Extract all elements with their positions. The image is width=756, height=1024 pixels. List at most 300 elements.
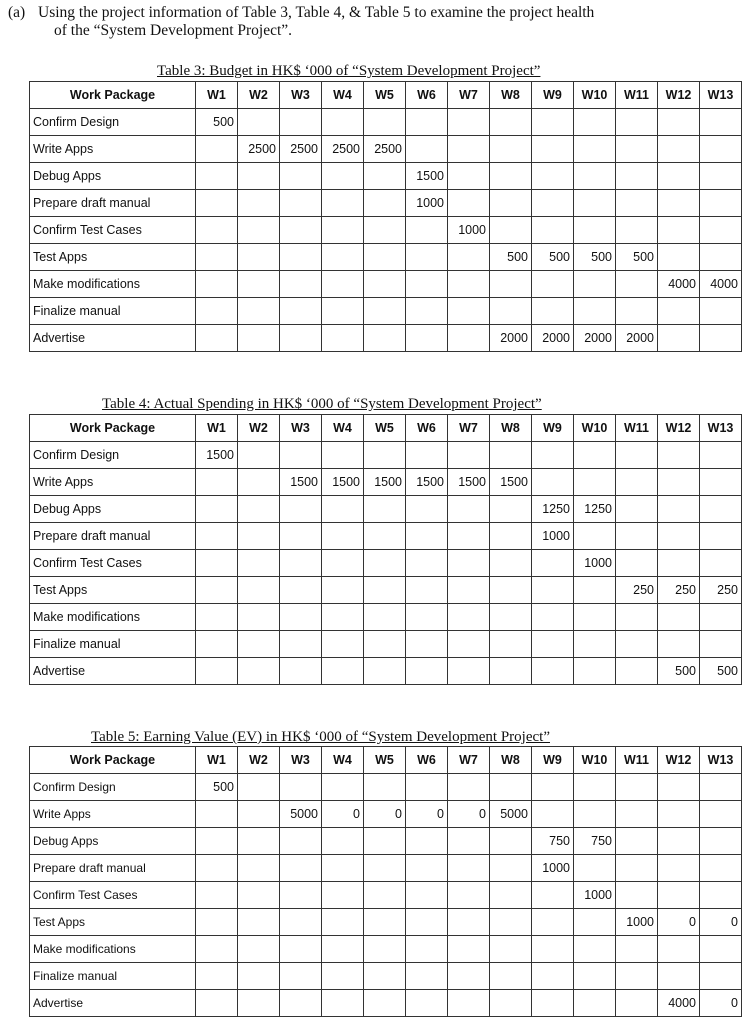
table-cell (574, 523, 616, 550)
table-cell (490, 577, 532, 604)
table-cell (574, 774, 616, 801)
table-cell (616, 550, 658, 577)
table-cell: 1500 (490, 469, 532, 496)
table-cell (280, 271, 322, 298)
table-cell (322, 109, 364, 136)
table-cell (490, 658, 532, 685)
table-cell (490, 936, 532, 963)
column-header-work-package: Work Package (30, 82, 196, 109)
column-header-week: W2 (238, 747, 280, 774)
table-cell (196, 604, 238, 631)
table-cell (658, 936, 700, 963)
table-cell (196, 577, 238, 604)
work-package-name: Advertise (30, 325, 196, 352)
table-cell (364, 963, 406, 990)
table-cell (490, 828, 532, 855)
table-cell (448, 109, 490, 136)
table-cell (532, 963, 574, 990)
table-cell (448, 325, 490, 352)
table-cell (490, 990, 532, 1017)
table-cell (322, 550, 364, 577)
table-cell (490, 604, 532, 631)
table-cell: 2500 (364, 136, 406, 163)
table-cell (574, 963, 616, 990)
table-cell (616, 496, 658, 523)
table-cell: 1000 (532, 523, 574, 550)
table-cell (700, 855, 742, 882)
table-5-earned-value (29, 746, 742, 1017)
table-cell (196, 325, 238, 352)
table-cell: 1000 (532, 855, 574, 882)
work-package-name: Prepare draft manual (30, 523, 196, 550)
table-cell (238, 658, 280, 685)
table-cell (448, 271, 490, 298)
header-row (30, 415, 742, 442)
table-cell (448, 990, 490, 1017)
table-cell (280, 828, 322, 855)
table-cell (196, 136, 238, 163)
table-cell (658, 190, 700, 217)
table-cell: 750 (574, 828, 616, 855)
table-cell (364, 882, 406, 909)
table-cell (616, 604, 658, 631)
question-line-2: of the “System Development Project”. (54, 22, 293, 39)
table-cell (574, 109, 616, 136)
table-cell (700, 774, 742, 801)
table-cell (280, 774, 322, 801)
table-cell: 5000 (280, 801, 322, 828)
column-header-week: W10 (574, 747, 616, 774)
table-cell (448, 774, 490, 801)
table-cell: 2500 (322, 136, 364, 163)
table-row (30, 963, 742, 990)
table-cell (280, 325, 322, 352)
work-package-name: Confirm Design (30, 109, 196, 136)
table-row (30, 604, 742, 631)
column-header-week: W3 (280, 82, 322, 109)
table-cell (532, 801, 574, 828)
table-cell (238, 909, 280, 936)
table-row (30, 990, 742, 1017)
table-cell (364, 325, 406, 352)
table-cell (364, 217, 406, 244)
table-cell (658, 523, 700, 550)
table-cell (406, 217, 448, 244)
table-cell: 1000 (574, 882, 616, 909)
table-cell (700, 963, 742, 990)
column-header-week: W2 (238, 82, 280, 109)
table-cell (280, 882, 322, 909)
table-cell (364, 774, 406, 801)
table-row (30, 136, 742, 163)
table-cell (616, 990, 658, 1017)
table-cell (406, 774, 448, 801)
table-cell (574, 298, 616, 325)
table-cell: 0 (448, 801, 490, 828)
table-cell (700, 936, 742, 963)
table-cell (616, 136, 658, 163)
table-cell (322, 217, 364, 244)
table-cell (322, 244, 364, 271)
table-cell (700, 190, 742, 217)
table-cell: 4000 (658, 990, 700, 1017)
table-cell: 5000 (490, 801, 532, 828)
column-header-week: W6 (406, 82, 448, 109)
work-package-name: Confirm Test Cases (30, 217, 196, 244)
table-cell (406, 577, 448, 604)
table-cell (490, 271, 532, 298)
table-row (30, 828, 742, 855)
table-cell (406, 442, 448, 469)
table-cell (616, 658, 658, 685)
table-cell (490, 523, 532, 550)
table-cell (490, 631, 532, 658)
table-cell (364, 631, 406, 658)
table-cell (574, 442, 616, 469)
table-row (30, 109, 742, 136)
table-cell (238, 936, 280, 963)
table-cell (616, 190, 658, 217)
table-cell (322, 577, 364, 604)
table-cell (616, 271, 658, 298)
table-cell (406, 496, 448, 523)
table-cell (322, 298, 364, 325)
table-cell (448, 136, 490, 163)
table-cell (280, 298, 322, 325)
table-cell (196, 990, 238, 1017)
column-header-week: W1 (196, 747, 238, 774)
table-cell (196, 217, 238, 244)
work-package-name: Write Apps (30, 801, 196, 828)
table-cell (532, 577, 574, 604)
table-cell (490, 163, 532, 190)
table-cell (658, 217, 700, 244)
table-cell (322, 658, 364, 685)
table-cell (238, 855, 280, 882)
table-cell (574, 855, 616, 882)
table-cell: 500 (616, 244, 658, 271)
table-cell (490, 963, 532, 990)
table-cell (448, 523, 490, 550)
table-cell (322, 990, 364, 1017)
table-cell (322, 325, 364, 352)
work-package-name: Confirm Test Cases (30, 550, 196, 577)
column-header-work-package: Work Package (30, 415, 196, 442)
table-cell (490, 882, 532, 909)
table-cell (280, 496, 322, 523)
column-header-week: W6 (406, 415, 448, 442)
table-cell (532, 298, 574, 325)
table-cell: 500 (532, 244, 574, 271)
table-cell (448, 244, 490, 271)
table-5-caption: Table 5: Earning Value (EV) in HK$ ‘000 of “System Development Project” (91, 729, 550, 745)
table-cell (280, 190, 322, 217)
table-cell (322, 604, 364, 631)
table-cell (406, 882, 448, 909)
table-cell (238, 774, 280, 801)
column-header-week: W11 (616, 415, 658, 442)
table-cell (280, 936, 322, 963)
table-cell (532, 658, 574, 685)
work-package-name: Write Apps (30, 469, 196, 496)
table-cell: 1500 (448, 469, 490, 496)
table-4-actual-spending (29, 414, 742, 685)
table-row (30, 658, 742, 685)
table-cell (322, 271, 364, 298)
table-cell: 1000 (448, 217, 490, 244)
column-header-week: W10 (574, 82, 616, 109)
table-cell (490, 909, 532, 936)
table-cell: 2500 (238, 136, 280, 163)
table-cell (364, 442, 406, 469)
column-header-week: W3 (280, 747, 322, 774)
table-cell (658, 855, 700, 882)
table-cell: 1250 (532, 496, 574, 523)
table-row (30, 936, 742, 963)
table-cell (700, 828, 742, 855)
table-cell (406, 963, 448, 990)
table-cell (658, 882, 700, 909)
table-cell (574, 190, 616, 217)
table-cell (238, 469, 280, 496)
table-cell (658, 469, 700, 496)
table-cell (616, 523, 658, 550)
table-cell: 2000 (532, 325, 574, 352)
table-cell (658, 496, 700, 523)
table-cell (196, 855, 238, 882)
table-cell: 1000 (406, 190, 448, 217)
column-header-week: W7 (448, 747, 490, 774)
column-header-week: W1 (196, 415, 238, 442)
table-cell (448, 496, 490, 523)
table-row (30, 298, 742, 325)
table-cell (700, 109, 742, 136)
column-header-week: W13 (700, 82, 742, 109)
table-cell: 1000 (616, 909, 658, 936)
table-cell (532, 217, 574, 244)
work-package-name: Test Apps (30, 244, 196, 271)
table-cell: 500 (196, 774, 238, 801)
column-header-week: W13 (700, 415, 742, 442)
table-cell (658, 136, 700, 163)
table-cell (364, 855, 406, 882)
table-cell (658, 801, 700, 828)
table-cell: 500 (574, 244, 616, 271)
table-cell: 4000 (700, 271, 742, 298)
table-row (30, 442, 742, 469)
column-header-week: W6 (406, 747, 448, 774)
table-cell (196, 163, 238, 190)
work-package-name: Finalize manual (30, 631, 196, 658)
table-cell (364, 271, 406, 298)
table-cell (448, 909, 490, 936)
table-cell (574, 990, 616, 1017)
table-cell (448, 963, 490, 990)
table-cell (364, 109, 406, 136)
table-cell (700, 882, 742, 909)
table-cell: 1500 (280, 469, 322, 496)
table-cell (490, 298, 532, 325)
table-cell (574, 604, 616, 631)
table-cell (280, 109, 322, 136)
table-cell (238, 190, 280, 217)
table-row (30, 523, 742, 550)
table-cell (700, 163, 742, 190)
table-cell (574, 658, 616, 685)
table-cell (196, 963, 238, 990)
table-row (30, 882, 742, 909)
table-cell (616, 469, 658, 496)
table-row (30, 163, 742, 190)
table-cell (448, 828, 490, 855)
table-cell (280, 523, 322, 550)
table-cell (532, 271, 574, 298)
table-cell (490, 774, 532, 801)
column-header-week: W13 (700, 747, 742, 774)
work-package-name: Make modifications (30, 604, 196, 631)
table-cell: 500 (658, 658, 700, 685)
table-cell (574, 631, 616, 658)
table-cell: 0 (700, 909, 742, 936)
table-cell (322, 774, 364, 801)
table-cell (532, 909, 574, 936)
table-row (30, 855, 742, 882)
table-cell (238, 244, 280, 271)
table-cell (532, 550, 574, 577)
table-cell: 250 (616, 577, 658, 604)
table-cell: 0 (406, 801, 448, 828)
column-header-week: W12 (658, 82, 700, 109)
work-package-name: Debug Apps (30, 496, 196, 523)
table-cell (448, 550, 490, 577)
table-cell (700, 631, 742, 658)
table-cell (616, 442, 658, 469)
table-3-caption: Table 3: Budget in HK$ ‘000 of “System Development Project” (157, 63, 541, 79)
table-cell (322, 963, 364, 990)
table-cell (574, 909, 616, 936)
table-cell (238, 550, 280, 577)
table-cell (616, 963, 658, 990)
table-cell (532, 190, 574, 217)
table-cell (322, 190, 364, 217)
table-cell (238, 631, 280, 658)
table-cell (238, 271, 280, 298)
table-cell (280, 855, 322, 882)
table-cell (238, 882, 280, 909)
table-cell (280, 577, 322, 604)
table-cell (658, 774, 700, 801)
table-cell (238, 523, 280, 550)
table-cell (196, 801, 238, 828)
table-cell (196, 658, 238, 685)
table-cell (238, 801, 280, 828)
table-cell: 750 (532, 828, 574, 855)
table-cell: 4000 (658, 271, 700, 298)
table-cell (574, 271, 616, 298)
table-cell (280, 909, 322, 936)
table-cell (532, 631, 574, 658)
table-cell (238, 577, 280, 604)
work-package-name: Finalize manual (30, 963, 196, 990)
table-cell: 1000 (574, 550, 616, 577)
table-cell (196, 190, 238, 217)
table-cell (280, 658, 322, 685)
table-cell: 0 (322, 801, 364, 828)
table-cell (532, 442, 574, 469)
table-cell (322, 631, 364, 658)
work-package-name: Advertise (30, 990, 196, 1017)
table-cell (616, 163, 658, 190)
column-header-week: W11 (616, 747, 658, 774)
table-cell (280, 631, 322, 658)
work-package-name: Confirm Design (30, 442, 196, 469)
table-row (30, 909, 742, 936)
table-cell (490, 109, 532, 136)
table-cell (490, 855, 532, 882)
table-cell: 1500 (322, 469, 364, 496)
table-cell (364, 190, 406, 217)
table-cell (196, 936, 238, 963)
table-cell (322, 855, 364, 882)
table-cell (658, 325, 700, 352)
table-cell (196, 550, 238, 577)
table-cell (364, 828, 406, 855)
table-cell (616, 801, 658, 828)
table-cell (238, 990, 280, 1017)
work-package-name: Make modifications (30, 271, 196, 298)
work-package-name: Confirm Test Cases (30, 882, 196, 909)
table-cell (448, 631, 490, 658)
table-cell (490, 550, 532, 577)
table-row (30, 577, 742, 604)
question-label: (a) (8, 4, 26, 21)
column-header-week: W1 (196, 82, 238, 109)
column-header-week: W4 (322, 415, 364, 442)
work-package-name: Test Apps (30, 909, 196, 936)
table-cell (196, 298, 238, 325)
work-package-name: Finalize manual (30, 298, 196, 325)
table-cell (658, 604, 700, 631)
table-cell: 2000 (574, 325, 616, 352)
table-cell (658, 963, 700, 990)
table-cell (490, 136, 532, 163)
table-cell (616, 109, 658, 136)
work-package-name: Write Apps (30, 136, 196, 163)
table-cell (616, 828, 658, 855)
table-cell (238, 442, 280, 469)
table-cell (700, 523, 742, 550)
table-cell (238, 963, 280, 990)
column-header-week: W10 (574, 415, 616, 442)
table-row (30, 469, 742, 496)
table-cell (364, 604, 406, 631)
table-cell (574, 136, 616, 163)
table-cell (322, 828, 364, 855)
table-cell (448, 855, 490, 882)
column-header-week: W12 (658, 747, 700, 774)
header-row (30, 747, 742, 774)
table-cell (364, 990, 406, 1017)
column-header-week: W4 (322, 82, 364, 109)
table-cell (448, 577, 490, 604)
table-cell (574, 577, 616, 604)
table-cell (532, 604, 574, 631)
table-cell (700, 217, 742, 244)
table-cell (406, 523, 448, 550)
table-cell (406, 604, 448, 631)
table-cell (448, 190, 490, 217)
table-cell: 2000 (490, 325, 532, 352)
